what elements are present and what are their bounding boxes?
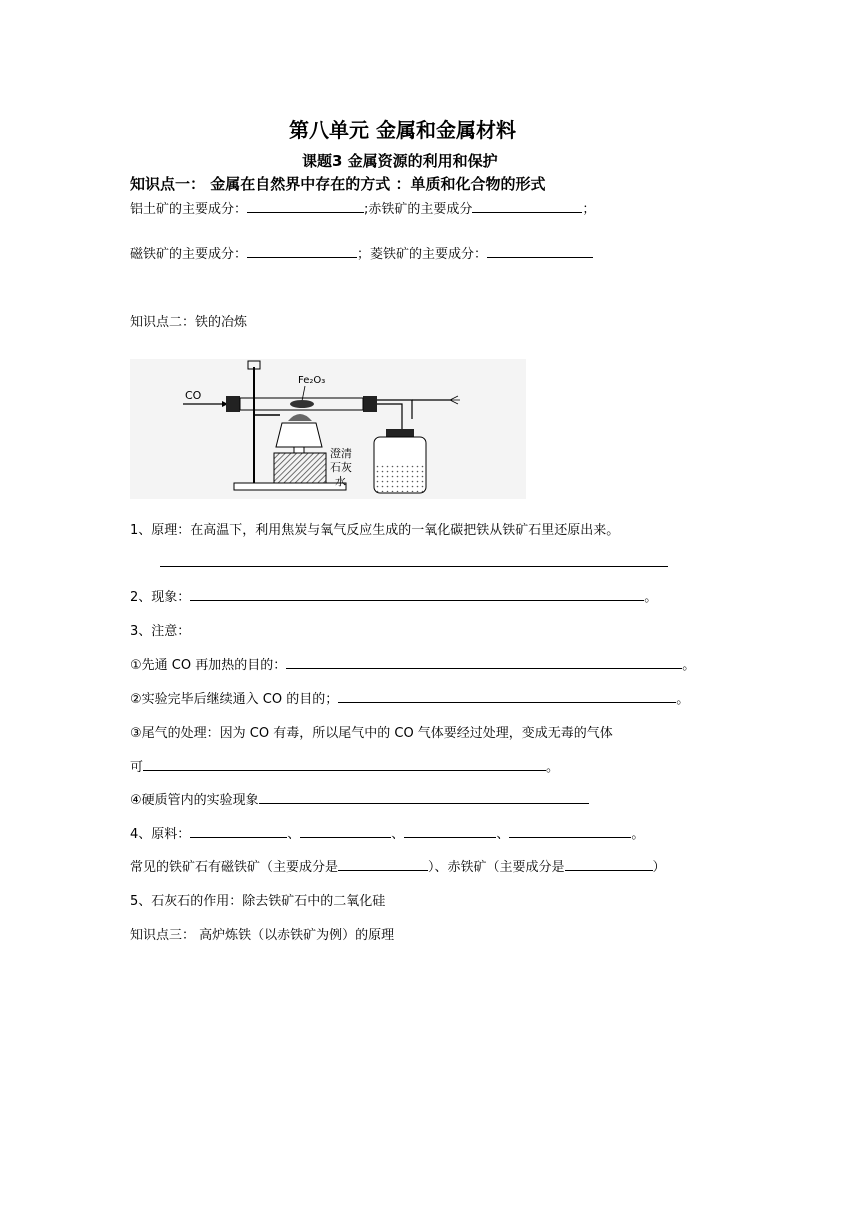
phenomenon-label: 2、现象： (130, 590, 191, 605)
limewater-label-1: 澄清 (330, 447, 352, 460)
lesson-subtitle: 课题3 金属资源的利用和保护 (302, 152, 498, 170)
ores-label: 常见的铁矿石有磁铁矿（主要成分是 (130, 860, 339, 875)
punct: 。 (644, 590, 658, 605)
stand-base (234, 483, 346, 490)
note3-text: ③尾气的处理：因为 CO 有毒，所以尾气中的 CO 气体要经过处理，变成无毒的气体 (130, 726, 613, 741)
materials-line (130, 823, 644, 842)
bauxite-blank[interactable] (247, 199, 364, 213)
note4-line (130, 789, 589, 808)
hematite-label: ;赤铁矿的主要成分 (364, 202, 473, 217)
limewater-label-2: 石灰 (330, 461, 352, 474)
note1-blank[interactable] (286, 655, 682, 669)
punct: 。 (631, 827, 645, 842)
phenomenon-line (130, 586, 657, 605)
material-blank-3[interactable] (404, 824, 496, 838)
note2-blank[interactable] (338, 689, 676, 703)
bauxite-label: 铝土矿的主要成分： (130, 202, 248, 217)
note3-blank[interactable] (143, 757, 546, 771)
material-blank-1[interactable] (190, 824, 287, 838)
lamp-neck (294, 447, 304, 453)
material-blank-4[interactable] (509, 824, 631, 838)
note4-blank[interactable] (259, 790, 589, 804)
punct: ； (582, 202, 596, 217)
punct: 、 (391, 827, 405, 842)
exhaust-gas (450, 396, 460, 404)
lamp-body (276, 423, 322, 447)
principle-text: 1、原理：在高温下，利用焦炭与氧气反应生成的一氧化碳把铁从铁矿石里还原出来。 (130, 523, 620, 538)
page-title: 第八单元 金属和金属材料 (289, 118, 516, 142)
punct: 。 (682, 658, 696, 673)
punct: 、 (287, 827, 301, 842)
apparatus-diagram (130, 359, 526, 499)
iron-smelting-apparatus-figure (130, 359, 526, 499)
delivery-tube-right (377, 400, 412, 419)
limewater (375, 463, 425, 492)
note4-label: ④硬质管内的实验现象 (130, 793, 259, 808)
hematite-blank[interactable] (472, 199, 582, 213)
fe2o3-pointer (302, 386, 305, 401)
kp3-heading: 知识点三： 高炉炼铁（以赤铁矿为例）的原理 (130, 928, 395, 943)
lamp-block (274, 453, 326, 483)
kp1-line2 (130, 243, 593, 262)
kp1-heading: 知识点一： 金属在自然界中存在的方式 ：单质和化合物的形式 (130, 175, 546, 193)
punct: ） (652, 860, 666, 875)
punct: 、 (496, 827, 510, 842)
phenomenon-blank[interactable] (190, 587, 644, 601)
punct: 。 (676, 692, 690, 707)
magnetite-formula-blank[interactable] (338, 857, 428, 871)
siderite-label: ；菱铁矿的主要成分： (357, 247, 488, 262)
magnetite-label: 磁铁矿的主要成分： (130, 247, 248, 262)
right-stopper (363, 396, 377, 412)
principle-blank[interactable] (160, 566, 668, 567)
left-stopper (226, 396, 240, 412)
note3-line (130, 756, 559, 775)
note2-label: ②实验完毕后继续通入 CO 的目的； (130, 692, 339, 707)
hematite-formula-blank[interactable] (565, 857, 653, 871)
note1-label: ①先通 CO 再加热的目的： (130, 658, 287, 673)
fe2o3-sample (290, 400, 314, 408)
note2-line (130, 688, 689, 707)
notes-label: 3、注意： (130, 624, 191, 639)
note3-label: 可 (130, 760, 144, 775)
kp1-line1 (130, 198, 595, 217)
ores-line (130, 856, 666, 875)
limestone-text: 5、石灰石的作用：除去铁矿石中的二氧化硅 (130, 894, 386, 909)
ores-label-2: ）、赤铁矿（主要成分是 (428, 860, 565, 875)
flame (288, 414, 312, 421)
siderite-blank[interactable] (487, 244, 593, 258)
materials-label: 4、原料： (130, 827, 191, 842)
bottle-stopper (386, 429, 414, 437)
kp2-heading: 知识点二：铁的冶炼 (130, 315, 248, 330)
co-label: CO (185, 389, 202, 402)
limewater-label-3: 水 (335, 475, 346, 488)
magnetite-blank[interactable] (247, 244, 357, 258)
material-blank-2[interactable] (300, 824, 391, 838)
note1-line (130, 654, 695, 673)
punct: 。 (546, 760, 560, 775)
fe2o3-label: Fe₂O₃ (298, 375, 326, 386)
